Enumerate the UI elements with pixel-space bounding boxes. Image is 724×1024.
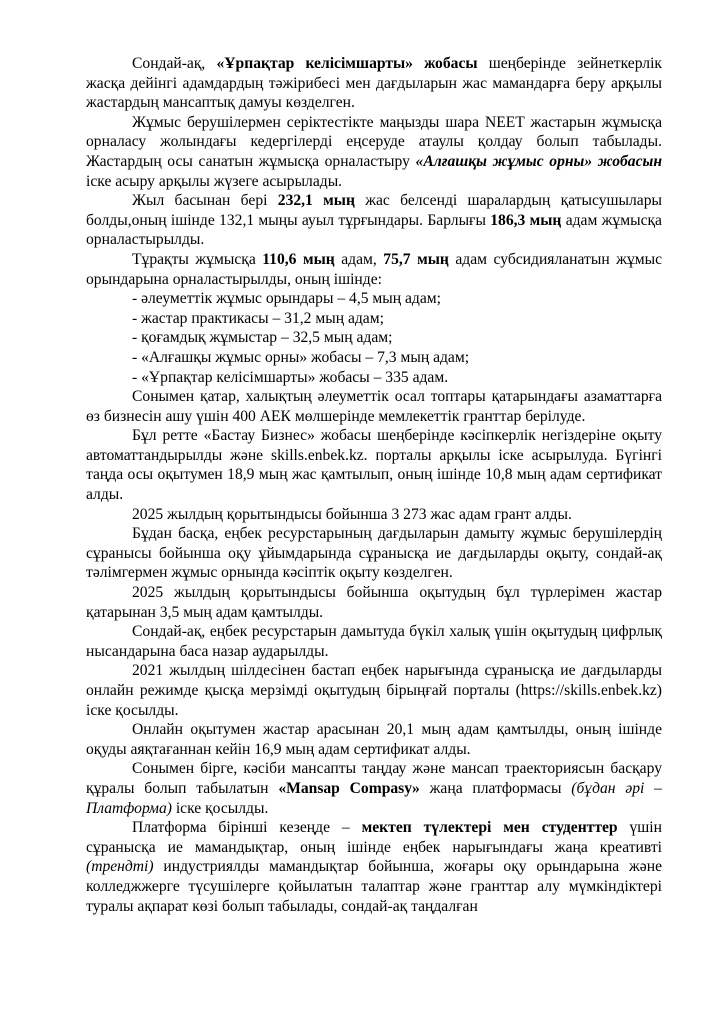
employed-count: 186,3 мың xyxy=(490,211,562,229)
text-run: Сондай-ақ, xyxy=(132,55,217,72)
trend-note: (трендті) xyxy=(86,858,154,876)
text-run: Платформа бірінші кезеңде – xyxy=(132,819,362,837)
paragraph-training-results: 2025 жылдың қорытындысы бойынша оқытудың бұл түрлерімен жастар қатарынан 3,5 мың адам қамтылды. xyxy=(86,584,662,621)
paragraph-permanent-jobs xyxy=(86,250,662,289)
list-item: - жастар практикасы – 31,2 мың адам; xyxy=(132,309,384,327)
paragraph-mansap-compasy xyxy=(86,759,662,818)
text-run: жаңа платформасы xyxy=(419,779,572,797)
paragraph-platform-first-stage xyxy=(86,818,662,916)
target-audience: мектеп түлектері мен студенттер xyxy=(361,819,618,837)
platform-name: «Mansap Compasy» xyxy=(278,779,420,797)
text-run: Сонымен бірге, кәсіби мансапты таңдау және мансап траекториясын басқару құралы болып табылатын xyxy=(86,760,662,797)
paragraph-digital-learning: Сондай-ақ, еңбек ресурстарын дамытуда бүкіл халық үшін оқытудың цифрлық нысандарына баса назар аударылды. xyxy=(86,623,662,660)
paragraph-grant-results: 2025 жылдың қорытындысы бойынша 3 273 жас адам грант алды. xyxy=(132,505,572,523)
paragraph-state-grants: Сонымен қатар, халықтың әлеуметтік осал топтары қатарындағы азаматтарға өз бизнесін ашу үшін 400 АЕК мөлшерінде мемлекеттік гранттар берілуде. xyxy=(86,388,662,425)
text-run: үшін сұранысқа ие мамандықтар, оның ішінде еңбек нарығындағы жаңа креативті xyxy=(86,819,662,856)
text-run: шеңберінде зейнеткерлік жасқа дейінгі адамдардың тәжірибесі мен дағдыларын жас мамандарға беру арқылы жастардың мансаптық дамуы көзделген. xyxy=(86,55,662,112)
text-run: адам жұмысқа орналастырылды. xyxy=(86,211,662,249)
participants-count: 232,1 мың xyxy=(277,192,355,210)
paragraph-bastau-business: Бұл ретте «Бастау Бизнес» жобасы шеңберінде кәсіпкерлік негіздеріне оқыту автоматтандырылды және skills.enbek.kz. порталы арқылы іске асырылуда. Бүгінгі таңда осы оқытумен 18,9 мың жас қамтылып, оның ішінде 10,8 мың адам сертификат алды. xyxy=(86,427,662,504)
text-run: адам, xyxy=(334,250,384,268)
text-run: Тұрақты жұмысқа xyxy=(132,250,263,268)
text-run: іске асыру арқылы жүзеге асырылады. xyxy=(86,172,343,190)
text-run: Жыл басынан бері xyxy=(132,192,278,210)
permanent-jobs-count: 110,6 мың xyxy=(262,250,335,268)
paragraph-online-portal: 2021 жылдың шілдесінен бастап еңбек нарығында сұранысқа ие дағдыларды онлайн режимде қысқа мерзімді оқытудың бірыңғай порталы (https://skills.enbek.kz) іске қосылды. xyxy=(86,662,662,719)
project-name-first-job: «Алғашқы жұмыс орны» жобасын xyxy=(415,152,662,170)
paragraph-neet-support xyxy=(86,113,662,191)
text-run: индустриялды мамандықтар бойынша, жоғары оқу орындарына және колледжжерге түсушілерге қойылатын талаптар және гранттар алу мүмкіндіктері туралы ақпарат көзі болып табылады, сондай-ақ таңдалған xyxy=(86,858,662,915)
subsidized-jobs-count: 75,7 мың xyxy=(383,250,449,268)
list-item: - қоғамдық жұмыстар – 32,5 мың адам; xyxy=(132,329,393,347)
paragraph-participants xyxy=(86,191,662,250)
paragraph-online-results: Онлайн оқытумен жастар арасынан 20,1 мың адам қамтылды, оның ішінде оқуды аяқтағаннан кейін 16,9 мың адам сертификат алды. xyxy=(86,721,662,758)
list-item: - «Ұрпақтар келісімшарты» жобасы – 335 адам. xyxy=(132,368,449,386)
project-name-generations-contract: «Ұрпақтар келісімшарты» жобасы xyxy=(216,55,478,72)
list-item: - әлеуметтік жұмыс орындары – 4,5 мың адам; xyxy=(132,290,441,308)
text-run: іске қосылды. xyxy=(171,799,269,817)
list-item: - «Алғашқы жұмыс орны» жобасы – 7,3 мың адам; xyxy=(132,348,470,366)
platform-alias: (бұдан әрі – Платформа) xyxy=(86,779,662,817)
text-run: адам субсидияланатын жұмыс орындарына орналастырылды, оның ішінде: xyxy=(86,250,663,288)
paragraph-skills-development: Бұдан басқа, еңбек ресурстарының дағдыларын дамыту жұмыс берушілердің сұранысы бойынша оқу ұйымдарында сұранысқа ие дағдыларды оқыту, сондай-ақ тәлімгермен жұмыс орнында кәсіптік оқыту көзделген. xyxy=(86,525,662,582)
text-run: жас белсенді шаралардың қатысушылары болды,оның ішінде 132,1 мыңы ауыл тұрғындары. Барлығы xyxy=(86,192,662,229)
text-run: Жұмыс берушілермен серіктестікте маңызды шара NEET жастарын жұмысқа орналасу жолындағы кедергілерді еңсеруде атаулы қолдау болып табылады. Жастардың осы санатын жұмысқа орналастыру xyxy=(86,113,662,170)
paragraph-generations-contract xyxy=(86,54,662,113)
